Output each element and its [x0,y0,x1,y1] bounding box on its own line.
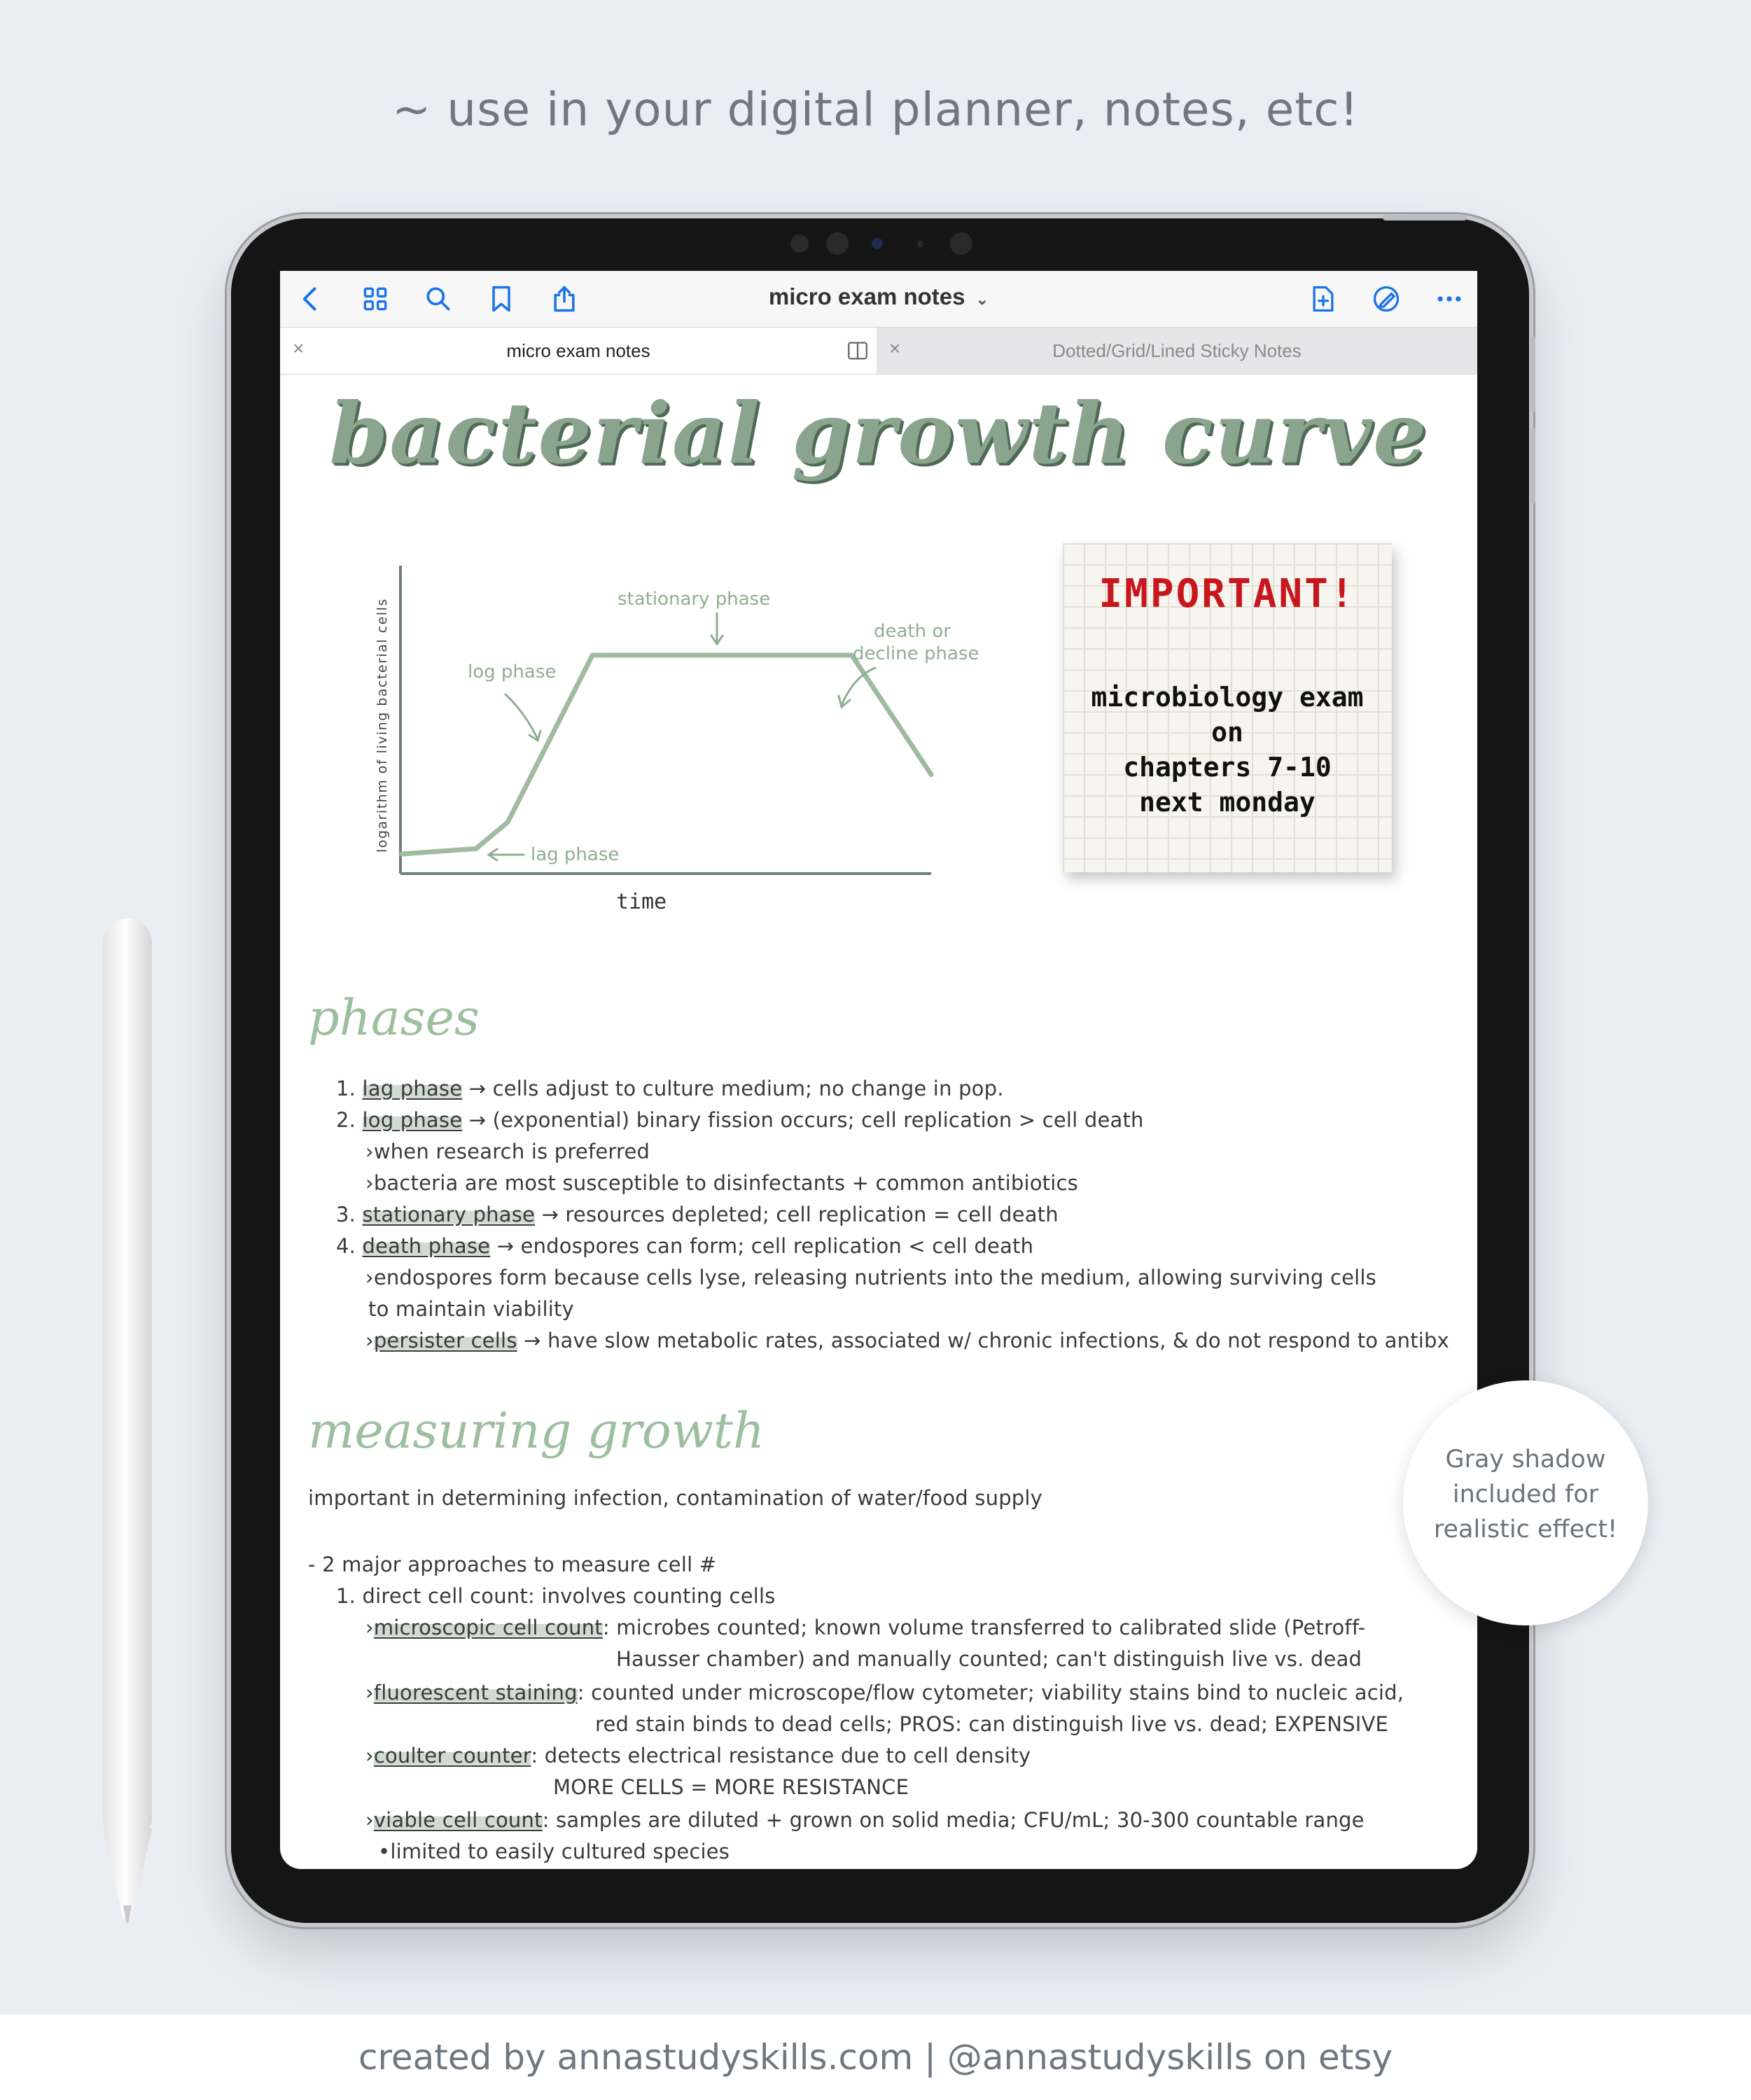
note-line [553,1775,909,1799]
highlighted-term: persister cells [373,1329,517,1352]
note-text: › [365,1681,374,1704]
close-icon[interactable]: × [293,337,305,359]
power-button [1383,215,1467,220]
tab-sticky-notes[interactable] [877,328,1477,374]
note-text: : samples are diluted + grown on solid media; CFU/mL; 30-300 countable range [542,1808,1365,1832]
add-page-icon[interactable] [1306,282,1340,316]
note-text: : detects electrical resistance due to cell density [531,1744,1031,1768]
note-text: → cells adjust to culture medium; no change in pop. [462,1077,1004,1100]
note-text: › [365,1329,374,1352]
note-line [365,1616,1365,1639]
note-line [336,1234,1033,1258]
camera-dot [790,234,809,253]
phases-heading: phases [308,989,480,1046]
stylus-pencil [100,918,155,1926]
highlighted-term: log phase [362,1108,463,1132]
highlighted-term: lag phase [362,1077,463,1100]
page-title: bacterial growth curve [329,384,1428,483]
highlighted-term: stationary phase [362,1203,536,1226]
note-text: 2. [336,1108,363,1132]
note-line [308,1486,1042,1510]
note-text: MORE CELLS = MORE RESISTANCE [553,1775,909,1799]
top-caption: ~ use in your digital planner, notes, etc! [391,83,1359,136]
highlighted-term: coulter counter [373,1744,531,1768]
note-text: › [365,1808,374,1832]
note-line [336,1108,1144,1132]
note-line [308,1553,716,1576]
sticky-line: on [1211,717,1243,748]
volume-button [1530,427,1535,504]
note-text: : microbes counted; known volume transferred to calibrated slide (Petroff- [602,1616,1366,1639]
volume-button [1530,336,1535,413]
note-line [336,1203,1059,1226]
app-screen [280,271,1477,1869]
highlighted-term: fluorescent staining [373,1681,578,1704]
note-line [365,1171,1078,1195]
note-text: : counted under microscope/flow cytometer; viability stains bind to nucleic acid, [577,1681,1404,1704]
note-text: 2 major approaches to measure cell # [322,1553,717,1576]
note-text: bacteria are most susceptible to disinfectants + common antibiotics [373,1171,1078,1195]
note-text: → have slow metabolic rates, associated w/ chronic infections, & do not respond to antibx [517,1329,1450,1352]
camera-dot [872,238,883,249]
note-text: › [365,1266,374,1289]
camera-dot [950,232,972,255]
camera-dot [826,232,849,255]
annotation-lag: lag phase [531,844,620,865]
note-line [378,1840,730,1863]
note-text: important in determining infection, contamination of water/food supply [308,1486,1043,1510]
tab-micro-exam-notes[interactable] [280,328,877,374]
note-text: limited to easily cultured species [390,1840,730,1863]
note-text: → resources depleted; cell replication = cell death [535,1203,1059,1226]
note-text: Hausser chamber) and manually counted; can't distinguish live vs. dead [616,1647,1362,1671]
document-title: micro exam notes [768,284,965,309]
highlighted-term: death phase [362,1234,491,1258]
highlighted-term: viable cell count [373,1808,543,1832]
tab-label: micro exam notes [506,340,650,361]
badge-text: Gray shadow included for realistic effect! [1433,1446,1618,1544]
note-line [595,1712,1388,1736]
sticky-title: IMPORTANT! [1098,571,1356,617]
note-text: 1. [336,1584,363,1608]
more-icon[interactable] [1432,282,1466,316]
toolbar [280,271,1477,327]
annotation-death-1: death or [874,621,951,642]
note-line [368,1297,574,1321]
note-text: red stain binds to dead cells; PROS: can distinguish live vs. dead; EXPENSIVE [595,1712,1389,1736]
note-line [616,1647,1362,1671]
chevron-down-icon: ⌄ [975,290,989,308]
note-text: › [365,1744,374,1768]
note-text: direct cell count: involves counting cells [362,1584,776,1608]
note-line [365,1266,1376,1289]
note-page [280,373,1477,1869]
tab-label: Dotted/Grid/Lined Sticky Notes [1052,340,1302,361]
note-line [336,1584,776,1608]
note-text: when research is preferred [373,1140,650,1163]
note-line [365,1744,1031,1768]
note-text: • [378,1840,391,1863]
note-text: - [308,1553,323,1576]
measuring-heading: measuring growth [308,1402,765,1460]
tab-bar [280,327,1477,374]
y-axis-label: logarithm of living bacterial cells [375,598,390,853]
shadow-info-badge [1403,1380,1648,1625]
note-text: › [365,1171,374,1195]
note-text: › [365,1616,374,1639]
note-text: → (exponential) binary fission occurs; cell replication > cell death [462,1108,1144,1132]
growth-curve-line [402,655,931,854]
footer-credit: created by annastudyskills.com | @annastudyskills on etsy [358,2037,1393,2078]
annotation-stationary: stationary phase [618,589,771,610]
split-view-icon[interactable] [846,339,870,363]
close-icon[interactable]: × [889,337,901,359]
note-text: 3. [336,1203,363,1226]
note-line [365,1808,1365,1832]
document-title-dropdown[interactable] [280,284,1477,310]
note-text: to maintain viability [368,1297,574,1321]
growth-curve-chart [350,545,979,914]
annotation-death-2: decline phase [853,643,979,664]
sticky-line: chapters 7-10 [1123,752,1332,783]
note-line [365,1681,1404,1704]
sticky-note[interactable] [1063,543,1392,872]
pen-icon[interactable] [1369,282,1403,316]
highlighted-term: microscopic cell count [373,1616,603,1639]
sticky-line: next monday [1139,787,1316,818]
note-text: 4. [336,1234,363,1258]
note-text: endospores form because cells lyse, releasing nutrients into the medium, allowing surviving cells [373,1266,1376,1289]
note-text: 1. [336,1077,363,1100]
note-text: → endospores can form; cell replication < cell death [490,1234,1034,1258]
note-line [365,1140,650,1163]
note-line [336,1077,1004,1100]
note-text: › [365,1140,374,1163]
sticky-line: microbiology exam [1091,682,1364,713]
x-axis-label: time [616,890,667,914]
annotation-log: log phase [468,662,557,682]
camera-dot [917,241,923,247]
note-line [365,1329,1449,1352]
